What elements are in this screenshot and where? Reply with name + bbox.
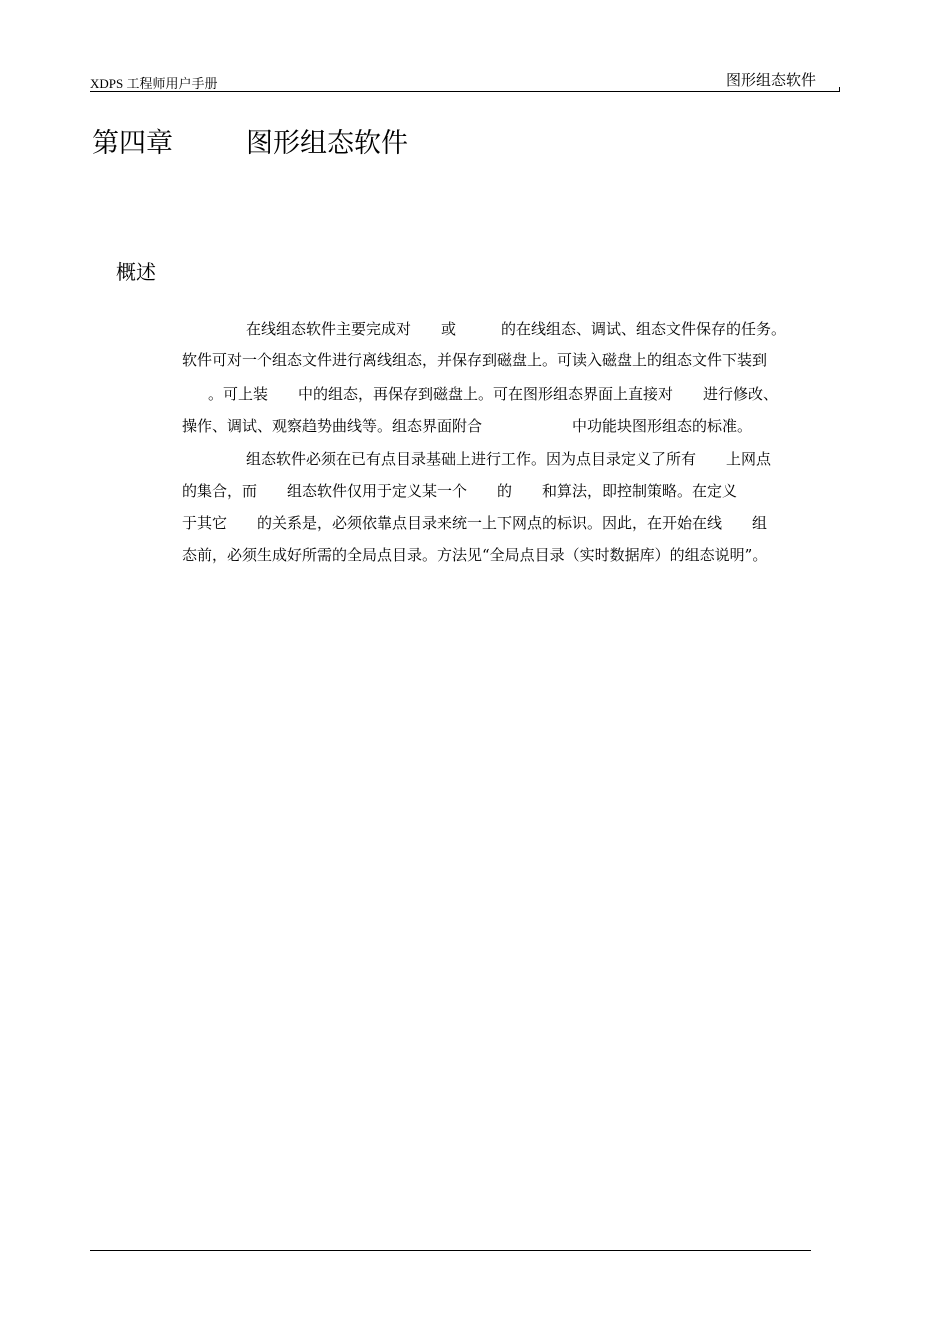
paragraph-2-line-4: 态前，必须生成好所需的全局点目录。方法见“全局点目录（实时数据库）的组态说明”。 <box>182 546 768 564</box>
header-chapter-title: 图形组态软件 <box>726 71 817 89</box>
chapter-number: 第四章 <box>92 128 173 159</box>
paragraph-1-line-2: 软件可对一个组态文件进行离线组态，并保存到磁盘上。可读入磁盘上的组态文件下装到 <box>182 351 768 369</box>
header-manual-title: XDPS 工程师用户手册 <box>90 76 218 91</box>
paragraph-1-line-1: 在线组态软件主要完成对 或 的在线组态、调试、组态文件保存的任务。 <box>246 320 787 338</box>
paragraph-2-line-1: 组态软件必须在已有点目录基础上进行工作。因为点目录定义了所有 上网点 <box>246 450 772 468</box>
header-divider <box>90 91 840 92</box>
paragraph-1-line-4: 操作、调试、观察趋势曲线等。组态界面附合 中功能块图形组态的标准。 <box>182 417 753 435</box>
header-divider-tick <box>839 87 840 92</box>
paragraph-1-line-3: 。可上装 中的组态，再保存到磁盘上。可在图形组态界面上直接对 进行修改、 <box>193 385 779 403</box>
chapter-title: 图形组态软件 <box>246 128 408 159</box>
section-heading: 概述 <box>116 260 156 284</box>
paragraph-2-line-2: 的集合，而 组态软件仅用于定义某一个 的 和算法，即控制策略。在定义 <box>182 482 738 500</box>
paragraph-2-line-3: 于其它 的关系是，必须依靠点目录来统一上下网点的标识。因此，在开始在线 组 <box>182 514 768 532</box>
footer-divider <box>90 1250 811 1251</box>
